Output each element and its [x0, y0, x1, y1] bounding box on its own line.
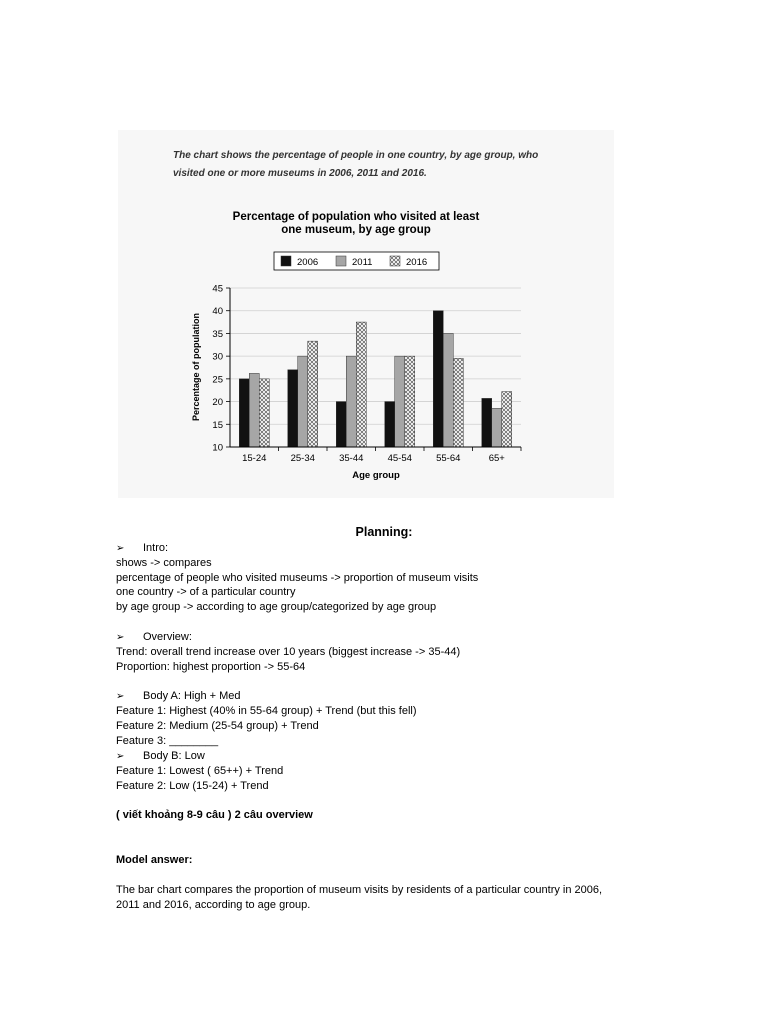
body-b-label: Body B: Low — [143, 750, 205, 762]
bar-2011-45-54 — [395, 356, 405, 447]
arrow-bullet-icon: ➢ — [116, 691, 125, 702]
bar-2011-65+ — [492, 408, 502, 447]
x-axis-label: Age group — [352, 470, 400, 481]
intro-line-2: percentage of people who visited museums -> proportion of museum visits — [116, 572, 479, 584]
y-tick-label: 45 — [212, 283, 223, 295]
y-tick-label: 10 — [212, 442, 223, 454]
body-a-label: Body A: High + Med — [143, 690, 241, 702]
bar-2006-25-34 — [288, 370, 298, 447]
overview-line-2: Proportion: highest proportion -> 55-64 — [116, 661, 306, 673]
bar-2016-55-64 — [453, 358, 463, 447]
y-tick-label: 20 — [212, 397, 223, 409]
legend-swatch-2011 — [336, 256, 346, 266]
overview-line-1: Trend: overall trend increase over 10 years (biggest increase -> 35-44) — [116, 646, 461, 658]
y-tick-label: 25 — [212, 374, 223, 386]
writing-note: ( viết khoảng 8-9 câu ) 2 câu overview — [116, 809, 313, 821]
legend-swatch-2006 — [281, 256, 291, 266]
body-a-line-3: Feature 3: ________ — [116, 735, 219, 747]
body-b-line-2: Feature 2: Low (15-24) + Trend — [116, 780, 269, 792]
planning-heading: Planning: — [355, 525, 413, 539]
y-tick-label: 30 — [212, 351, 223, 363]
bar-2016-25-34 — [308, 341, 318, 447]
bar-2006-45-54 — [385, 402, 395, 447]
legend-label: 2016 — [406, 257, 428, 268]
y-axis-label: Percentage of population — [191, 312, 201, 422]
arrow-bullet-icon: ➢ — [116, 543, 125, 554]
body-a-line-1: Feature 1: Highest (40% in 55-64 group) + Trend (but this fell) — [116, 705, 417, 717]
x-tick-label: 55-64 — [436, 453, 461, 464]
x-tick-label: 45-54 — [387, 453, 412, 464]
bar-2016-15-24 — [259, 379, 269, 447]
bar-2006-65+ — [482, 398, 492, 447]
body-a-item — [116, 689, 241, 704]
bar-2011-55-64 — [443, 333, 453, 447]
intro-label: Intro: — [143, 542, 169, 554]
model-answer-heading: Model answer: — [116, 854, 193, 866]
body-b-item — [116, 749, 205, 764]
body-b-line-1: Feature 1: Lowest ( 65++) + Trend — [116, 765, 284, 777]
bar-2011-25-34 — [298, 356, 308, 447]
arrow-bullet-icon: ➢ — [116, 751, 125, 762]
chart-intro-line-1: The chart shows the percentage of people in one country, by age group, who — [173, 150, 539, 161]
legend-swatch-2016 — [390, 256, 400, 266]
intro-line-3: one country -> of a particular country — [116, 586, 296, 598]
chart-intro-line-2: visited one or more museums in 2006, 2011 and 2016. — [173, 168, 427, 179]
bar-chart — [118, 200, 614, 498]
bar-2016-65+ — [502, 392, 512, 447]
body-a-line-2: Feature 2: Medium (25-54 group) + Trend — [116, 720, 319, 732]
model-answer-line-1: The bar chart compares the proportion of museum visits by residents of a particular country in 2006, — [116, 884, 603, 896]
legend-label: 2006 — [297, 257, 319, 268]
chart-legend — [274, 252, 439, 270]
intro-line-4: by age group -> according to age group/categorized by age group — [116, 601, 437, 613]
chart-title-line-2: one museum, by age group — [281, 224, 431, 236]
overview-label: Overview: — [143, 631, 192, 643]
bar-2011-15-24 — [249, 373, 259, 447]
bar-2016-45-54 — [405, 356, 415, 447]
bar-2006-35-44 — [336, 402, 346, 447]
legend-label: 2011 — [352, 257, 373, 268]
y-tick-label: 40 — [212, 306, 223, 318]
bar-2011-35-44 — [346, 356, 356, 447]
model-answer-line-2: 2011 and 2016, according to age group. — [116, 899, 311, 911]
y-tick-label: 15 — [212, 419, 223, 431]
bar-2006-15-24 — [239, 379, 249, 447]
intro-line-1: shows -> compares — [116, 557, 212, 569]
bar-2016-35-44 — [356, 322, 366, 447]
x-tick-label: 65+ — [488, 453, 505, 464]
x-tick-label: 35-44 — [339, 453, 364, 464]
overview-item — [116, 630, 192, 645]
arrow-bullet-icon: ➢ — [116, 632, 125, 643]
x-tick-label: 25-34 — [290, 453, 315, 464]
y-tick-label: 35 — [212, 328, 223, 340]
x-tick-label: 15-24 — [242, 453, 267, 464]
chart-title-line-1: Percentage of population who visited at least — [232, 211, 480, 223]
intro-item — [116, 541, 168, 556]
bar-2006-55-64 — [433, 311, 443, 447]
